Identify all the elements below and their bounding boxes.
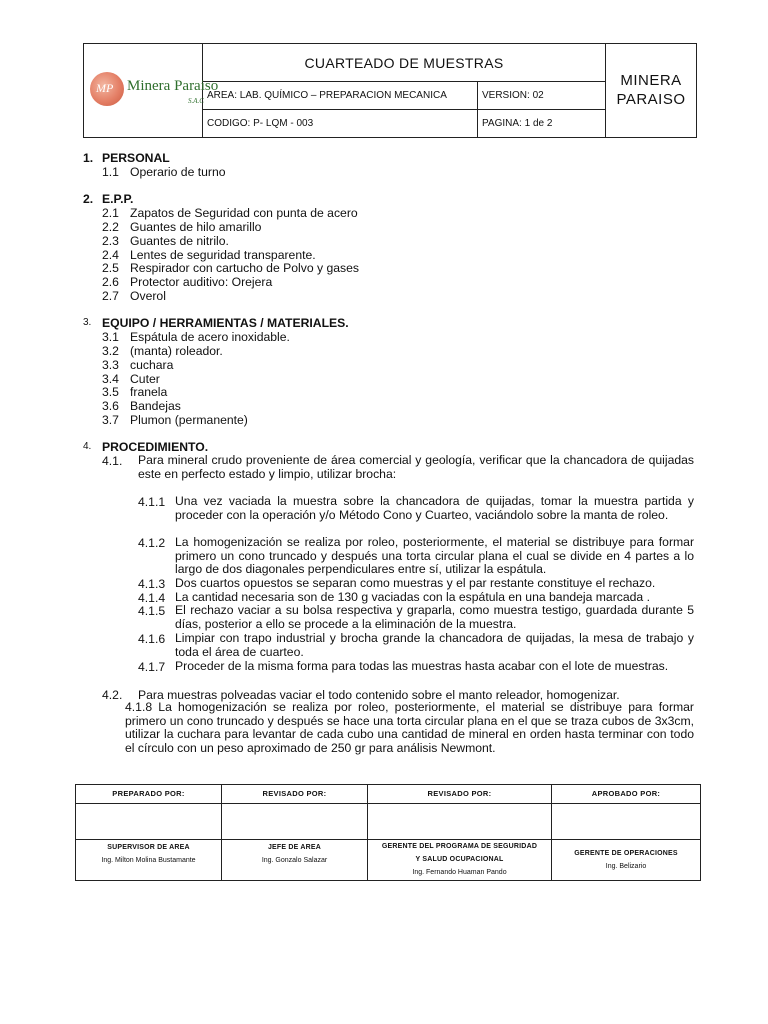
logo-emblem: MP — [90, 72, 124, 106]
sub-step: La homogenización se realiza por roleo, posteriormente, el material se distribuye para formar primero un cono truncado y después una torta circular plana el cual se divide en 4 partes a lo largo de dos diagonales perpendiculares entre sí, utilizar la espátula. — [175, 535, 694, 577]
list-item: Guantes de nitrilo. — [130, 234, 229, 248]
company-logo — [84, 44, 219, 137]
signature-space — [368, 803, 551, 840]
paragraph-number: 4.2. — [102, 688, 123, 702]
list-item: Overol — [130, 289, 166, 303]
list-item-number: 1.1 — [102, 165, 119, 179]
list-item-number: 2.5 — [102, 261, 119, 275]
sub-step-number: 4.1.7 — [138, 660, 166, 674]
list-item-number: 3.5 — [102, 385, 119, 399]
section-number: 4. — [83, 441, 92, 452]
signer-name: Ing. Milton Molina Bustamante — [101, 857, 196, 864]
section-title-epp: E.P.P. — [102, 192, 134, 206]
list-item: Cuter — [130, 372, 160, 386]
section-title-equipment: EQUIPO / HERRAMIENTAS / MATERIALES. — [102, 316, 349, 330]
list-item: Lentes de seguridad transparente. — [130, 248, 316, 262]
area-field: AREA: LAB. QUÍMICO – PREPARACION MECANICA — [203, 82, 478, 110]
section-number: 3. — [83, 317, 92, 328]
section-title-personal: PERSONAL — [102, 151, 170, 165]
sub-step-4-1-8: 4.1.8 La homogenización se realiza por roleo, posteriormente, el material se distribuye para formar primero un cono truncado y después se hace una torta circular plana en el que se traza cubos de 3x3cm, utilizar la cuchara para levantar de cada cubo una cantidad de mineral en orden hasta terminar con todo el círculo con un peso aproximado de 250 gr para análisis Newmont. — [125, 700, 694, 756]
section-title-procedure: PROCEDIMIENTO. — [102, 440, 209, 454]
signature-space — [552, 803, 700, 840]
sub-step: Limpiar con trapo industrial y brocha grande la chancadora de quijadas, la mesa de trabajo y toda el área de cuarteo. — [175, 631, 694, 659]
list-item: Protector auditivo: Orejera — [130, 275, 273, 289]
paragraph-4-1: Para mineral crudo proveniente de área comercial y geología, verificar que la chancadora de quijadas este en perfecto estado y limpio, utilizar brocha: — [138, 453, 694, 481]
list-item-number: 2.7 — [102, 289, 119, 303]
logo-subtext: S.A.C — [188, 97, 204, 105]
list-item-number: 3.2 — [102, 344, 119, 358]
signer-role: GERENTE DEL PROGRAMA DE SEGURIDAD — [381, 843, 538, 850]
signer-name: Ing. Gonzalo Salazar — [261, 857, 328, 864]
section-number: 1. — [83, 151, 94, 165]
list-item: Guantes de hilo amarillo — [130, 220, 262, 234]
sub-step-number: 4.1.3 — [138, 577, 166, 591]
sub-step: Una vez vaciada la muestra sobre la chancadora de quijadas, tomar la muestra partida y proceder con la operación y/o Método Cono y Cuarteo, vaciándolo sobre la manta de roleo. — [175, 494, 694, 522]
signature-header: REVISADO POR: — [222, 785, 367, 804]
company-name: MINERA PARAISO — [605, 44, 696, 137]
signature-header: PREPARADO POR: — [76, 785, 221, 804]
signer-role-line2: Y SALUD OCUPACIONAL — [415, 856, 504, 863]
list-item: Bandejas — [130, 399, 181, 413]
code-field: CODIGO: P- LQM - 003 — [203, 110, 478, 137]
list-item-number: 3.3 — [102, 358, 119, 372]
list-item-number: 3.4 — [102, 372, 119, 386]
signature-header: REVISADO POR: — [368, 785, 551, 804]
list-item: Zapatos de Seguridad con punta de acero — [130, 206, 358, 220]
paragraph-number: 4.1. — [102, 454, 123, 468]
sub-step-number: 4.1.4 — [138, 591, 166, 605]
sub-step: Proceder de la misma forma para todas las muestras hasta acabar con el lote de muestras. — [175, 659, 669, 673]
sub-step-number: 4.1.1 — [138, 495, 166, 509]
sub-step-number: 4.1.5 — [138, 604, 166, 618]
list-item: Espátula de acero inoxidable. — [130, 330, 290, 344]
list-item: Plumon (permanente) — [130, 413, 248, 427]
list-item-number: 2.2 — [102, 220, 119, 234]
signature-header: APROBADO POR: — [552, 785, 700, 804]
signature-space — [76, 803, 221, 840]
logo-text: Minera Paraiso — [127, 78, 219, 94]
signature-column-reviewed-1 — [222, 785, 368, 880]
signature-column-prepared — [76, 785, 222, 880]
sub-step-number: 4.1.2 — [138, 536, 166, 550]
paragraph-4-2: Para muestras polveadas vaciar el todo contenido sobre el manto releador, homogenizar. — [138, 688, 620, 702]
signer-role: GERENTE DE OPERACIONES — [574, 850, 678, 857]
list-item-number: 3.6 — [102, 399, 119, 413]
list-item-number: 2.4 — [102, 248, 119, 262]
signer-name: Ing. Fernando Huaman Pando — [412, 869, 507, 876]
list-item: (manta) roleador. — [130, 344, 223, 358]
version-field: VERSION: 02 — [478, 82, 605, 110]
sub-step-number: 4.1.6 — [138, 632, 166, 646]
signer-name: Ing. Belizario — [605, 863, 647, 870]
document-header — [83, 43, 697, 138]
list-item-number: 3.7 — [102, 413, 119, 427]
sub-step: Dos cuartos opuestos se separan como muestras y el par restante constituye el rechazo. — [175, 576, 656, 590]
signature-column-approved — [552, 785, 700, 880]
document-title: CUARTEADO DE MUESTRAS — [203, 44, 605, 82]
page-field: PAGINA: 1 de 2 — [482, 118, 553, 129]
section-number: 2. — [83, 192, 94, 206]
list-item: Operario de turno — [130, 165, 226, 179]
list-item: franela — [130, 385, 168, 399]
signer-role: SUPERVISOR DE AREA — [107, 844, 190, 851]
signature-space — [222, 803, 367, 840]
signature-table — [75, 784, 701, 881]
signer-role: JEFE DE AREA — [267, 844, 322, 851]
list-item-number: 2.6 — [102, 275, 119, 289]
sub-step: La cantidad necesaria son de 130 g vaciadas con la espátula en una bandeja marcada . — [175, 590, 650, 604]
list-item: cuchara — [130, 358, 174, 372]
sub-step: El rechazo vaciar a su bolsa respectiva y graparla, como muestra testigo, guardada durante 5 días, posterior a ello se procede a la eliminación de la muestra. — [175, 603, 694, 631]
list-item-number: 2.1 — [102, 206, 119, 220]
list-item-number: 3.1 — [102, 330, 119, 344]
list-item: Respirador con cartucho de Polvo y gases — [130, 261, 359, 275]
signature-column-reviewed-2 — [368, 785, 552, 880]
list-item-number: 2.3 — [102, 234, 119, 248]
